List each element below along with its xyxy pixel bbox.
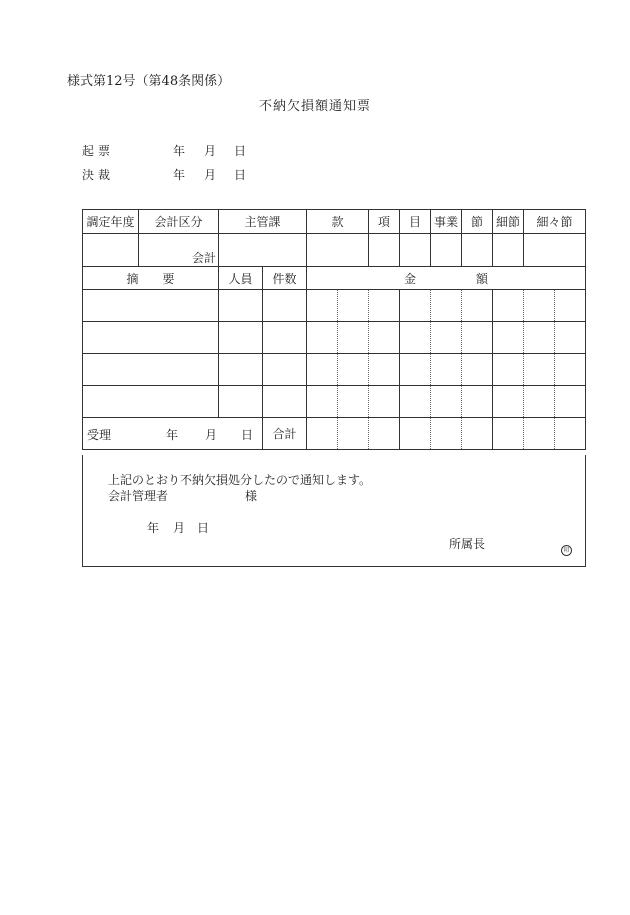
detail-count-cell[interactable]	[263, 290, 307, 322]
detail-header-row	[83, 267, 586, 290]
value-cell-account[interactable]	[139, 234, 219, 267]
amount-digit-cell[interactable]	[524, 322, 555, 354]
amount-digit-cell[interactable]	[462, 290, 493, 322]
amount-digit-cell[interactable]	[369, 290, 400, 322]
header-cell-saisaisetsu: 細々節	[524, 210, 586, 234]
receipt-label: 受理	[87, 428, 112, 442]
detail-summary-cell[interactable]	[83, 322, 219, 354]
amount-label-1: 金	[404, 271, 417, 286]
detail-row	[83, 322, 586, 354]
value-cell-saisaisetsu[interactable]	[524, 234, 586, 267]
form-number: 様式第12号（第48条関係）	[67, 74, 231, 89]
receipt-day: 日	[241, 428, 254, 442]
header-cell-fiscal-year: 調定年度	[83, 210, 139, 234]
detail-persons-cell[interactable]	[219, 354, 263, 386]
amount-digit-cell[interactable]	[307, 290, 338, 322]
header-cell-jigyo: 事業	[431, 210, 462, 234]
amount-label-2: 額	[476, 271, 489, 286]
amount-digit-cell[interactable]	[431, 354, 462, 386]
total-digit-cell[interactable]	[369, 418, 400, 450]
document-title: 不納欠損額通知票	[258, 99, 371, 114]
header-cell-setsu: 節	[462, 210, 493, 234]
amount-digit-cell[interactable]	[555, 322, 586, 354]
value-cell-kou[interactable]	[369, 234, 400, 267]
seal-icon	[561, 537, 572, 556]
total-digit-cell[interactable]	[431, 418, 462, 450]
value-cell-setsu[interactable]	[462, 234, 493, 267]
amount-digit-cell[interactable]	[338, 290, 369, 322]
total-digit-cell[interactable]	[493, 418, 524, 450]
receipt-cell[interactable]	[83, 418, 263, 450]
header-cell-kou: 項	[369, 210, 400, 234]
account-suffix: 会計	[191, 251, 216, 265]
amount-digit-cell[interactable]	[431, 322, 462, 354]
detail-header-summary: 摘 要	[83, 267, 219, 290]
detail-persons-cell[interactable]	[219, 290, 263, 322]
detail-persons-cell[interactable]	[219, 322, 263, 354]
notice-date-month: 月	[173, 521, 186, 535]
amount-digit-cell[interactable]	[431, 290, 462, 322]
header-cell-kan: 款	[307, 210, 369, 234]
amount-digit-cell[interactable]	[400, 290, 431, 322]
amount-digit-cell[interactable]	[493, 322, 524, 354]
amount-digit-cell[interactable]	[307, 322, 338, 354]
value-cell-jigyo[interactable]	[431, 234, 462, 267]
seal-mark: 印	[561, 545, 572, 556]
notice-sender: 所属長	[449, 537, 486, 551]
notice-message: 上記のとおり不納欠損処分したので通知します。	[108, 473, 372, 487]
amount-digit-cell[interactable]	[400, 322, 431, 354]
receipt-total-row	[83, 418, 586, 450]
detail-count-cell[interactable]	[263, 386, 307, 418]
approval-label: 起票	[82, 144, 115, 158]
total-digit-cell[interactable]	[462, 418, 493, 450]
detail-row	[83, 354, 586, 386]
amount-digit-cell[interactable]	[555, 290, 586, 322]
total-digit-cell[interactable]	[524, 418, 555, 450]
value-cell-fiscal-year[interactable]	[83, 234, 139, 267]
approval-day: 日	[234, 144, 247, 158]
amount-digit-cell[interactable]	[338, 386, 369, 418]
total-label: 合計	[263, 418, 307, 450]
detail-header-count: 件数	[263, 267, 307, 290]
amount-digit-cell[interactable]	[400, 354, 431, 386]
notice-date-year: 年	[147, 521, 160, 535]
amount-digit-cell[interactable]	[493, 290, 524, 322]
detail-count-cell[interactable]	[263, 354, 307, 386]
receipt-year: 年	[166, 428, 179, 442]
total-digit-cell[interactable]	[338, 418, 369, 450]
amount-digit-cell[interactable]	[524, 290, 555, 322]
approval-year: 年	[173, 168, 186, 182]
approval-day: 日	[234, 168, 247, 182]
amount-digit-cell[interactable]	[462, 386, 493, 418]
value-cell-moku[interactable]	[400, 234, 431, 267]
amount-digit-cell[interactable]	[431, 386, 462, 418]
detail-summary-cell[interactable]	[83, 386, 219, 418]
detail-summary-cell[interactable]	[83, 290, 219, 322]
amount-digit-cell[interactable]	[524, 354, 555, 386]
approval-month: 月	[204, 168, 217, 182]
amount-digit-cell[interactable]	[338, 322, 369, 354]
value-cell-dept[interactable]	[219, 234, 307, 267]
detail-header-amount	[307, 267, 586, 290]
notice-recipient: 会計管理者	[108, 489, 169, 503]
amount-digit-cell[interactable]	[369, 322, 400, 354]
receipt-month: 月	[205, 428, 218, 442]
approval-label: 決裁	[82, 168, 115, 182]
detail-summary-cell[interactable]	[83, 354, 219, 386]
deficit-form-table	[82, 209, 586, 450]
approval-row-decision	[82, 166, 282, 182]
total-digit-cell[interactable]	[555, 418, 586, 450]
amount-digit-cell[interactable]	[462, 354, 493, 386]
notice-honorific: 様	[245, 489, 258, 503]
detail-row	[83, 290, 586, 322]
approval-row-draft	[82, 142, 282, 158]
amount-digit-cell[interactable]	[524, 386, 555, 418]
header-cell-saisetsu: 細節	[493, 210, 524, 234]
amount-digit-cell[interactable]	[338, 354, 369, 386]
notice-section	[82, 455, 586, 567]
amount-digit-cell[interactable]	[307, 386, 338, 418]
total-digit-cell[interactable]	[400, 418, 431, 450]
header-cell-moku: 目	[400, 210, 431, 234]
amount-digit-cell[interactable]	[555, 386, 586, 418]
header-cell-dept: 主管課	[219, 210, 307, 234]
approval-month: 月	[204, 144, 217, 158]
amount-digit-cell[interactable]	[555, 354, 586, 386]
detail-row	[83, 386, 586, 418]
amount-digit-cell[interactable]	[462, 322, 493, 354]
value-cell-saisetsu[interactable]	[493, 234, 524, 267]
total-digit-cell[interactable]	[307, 418, 338, 450]
detail-persons-cell[interactable]	[219, 386, 263, 418]
header-cell-account: 会計区分	[139, 210, 219, 234]
amount-digit-cell[interactable]	[493, 354, 524, 386]
notice-date-day: 日	[197, 521, 210, 535]
amount-digit-cell[interactable]	[307, 354, 338, 386]
detail-header-persons: 人員	[219, 267, 263, 290]
amount-digit-cell[interactable]	[369, 386, 400, 418]
classification-header-row	[83, 210, 586, 234]
approval-year: 年	[173, 144, 186, 158]
detail-count-cell[interactable]	[263, 322, 307, 354]
classification-value-row	[83, 234, 586, 267]
amount-digit-cell[interactable]	[493, 386, 524, 418]
amount-digit-cell[interactable]	[369, 354, 400, 386]
amount-digit-cell[interactable]	[400, 386, 431, 418]
value-cell-kan[interactable]	[307, 234, 369, 267]
